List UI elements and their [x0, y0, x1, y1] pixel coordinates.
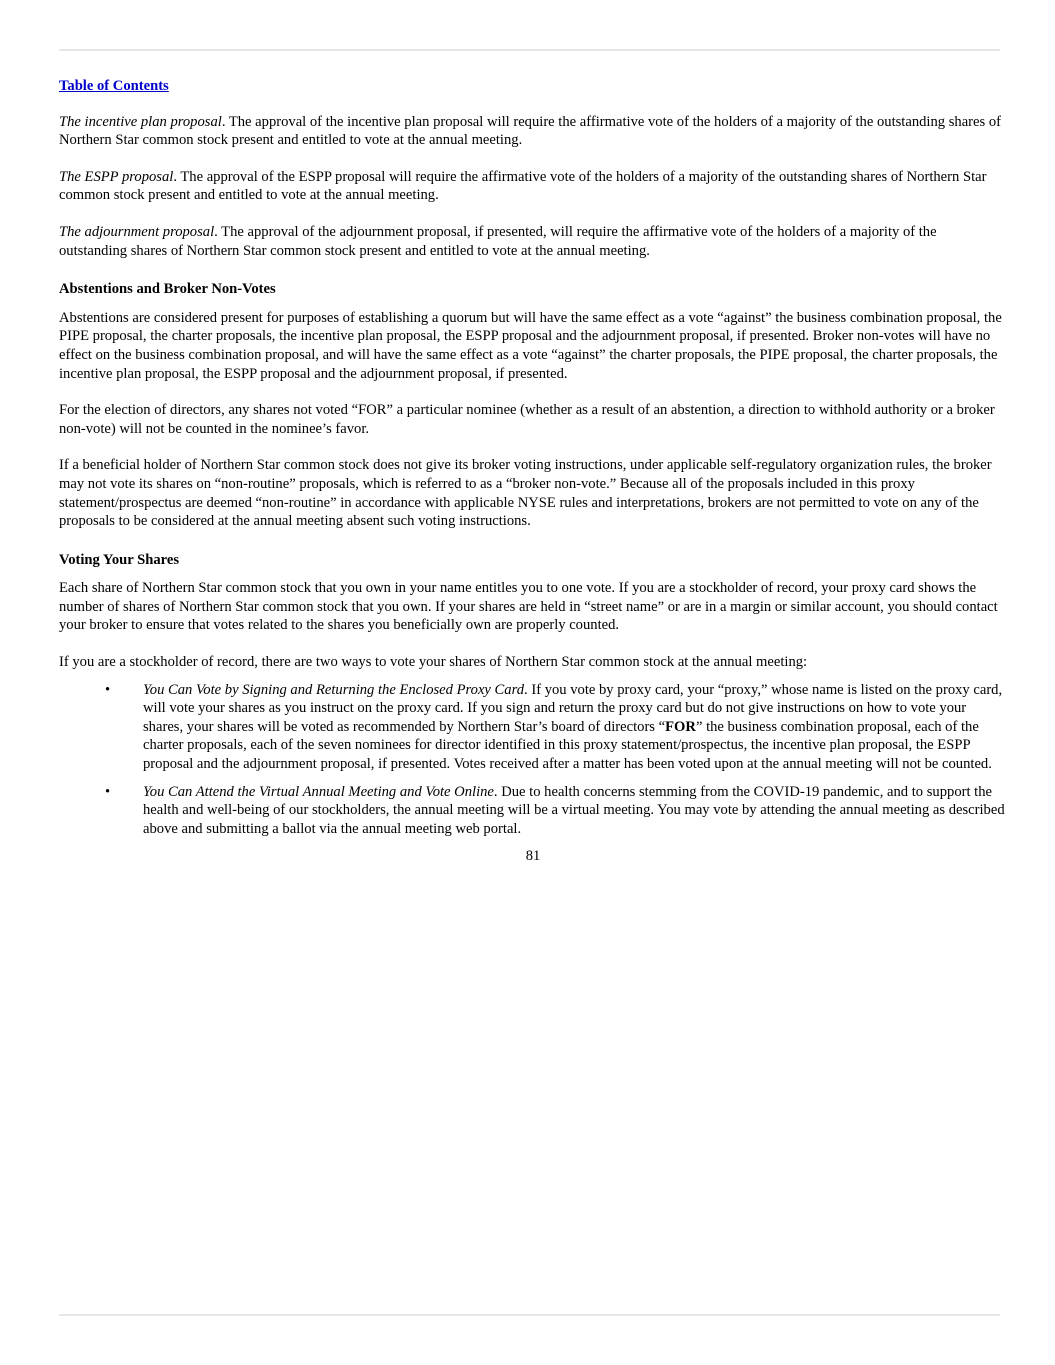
for-emphasis: FOR: [665, 718, 696, 735]
bullet-icon: •: [105, 783, 111, 800]
virtual-meeting-method-title: You Can Attend the Virtual Annual Meeting and Vote Online: [143, 783, 494, 800]
adjournment-proposal-paragraph: [59, 223, 1007, 260]
top-divider: [59, 49, 1000, 51]
adjournment-proposal-title: The adjournment proposal: [59, 223, 215, 240]
abstentions-heading: Abstentions and Broker Non-Votes: [59, 281, 276, 298]
page-number: 81: [525, 848, 541, 865]
proxy-card-method-text-continued: ” the business combination proposal, each of the charter proposals, each of the seven nominees for director identified in this proxy statement/prospectus, the incentive plan proposal, the ESPP proposal and the adjournment proposal, if presented. Votes received after a matter has been voted upon at the annual meeting will not be counted.: [143, 718, 992, 773]
bottom-divider: [59, 1314, 1000, 1316]
espp-proposal-paragraph: [59, 168, 1007, 205]
espp-proposal-text: . The approval of the ESPP proposal will require the affirmative vote of the holders of a majority of the outstanding shares of Northern Star common stock present and entitled to vote at the annual meeting.: [59, 168, 987, 204]
abstentions-paragraph: Abstentions are considered present for purposes of establishing a quorum but will have the same effect as a vote “against” the business combination proposal, the PIPE proposal, the charter proposals, the incentive plan proposal, the ESPP proposal and the adjournment proposal, if presented. Broker non-votes will have no effect on the business combination proposal, and will have the same effect as a vote “against” the charter proposals, the PIPE proposal, the charter proposals, the incentive plan proposal, the ESPP proposal and the adjournment proposal, if presented.: [59, 309, 1002, 382]
list-item: [59, 783, 1007, 839]
proxy-card-method-text: . If you vote by proxy card, your “proxy,” whose name is listed on the proxy card, will vote your shares as you instruct on the proxy card. If you sign and return the proxy card but do not give instructions on how to vote your shares, your shares will be voted as recommended by Northern Star’s board of directors “: [143, 681, 1003, 735]
voting-shares-paragraph: Each share of Northern Star common stock that you own in your name entitles you to one vote. If you are a stockholder of record, your proxy card shows the number of shares of Northern Star common stock that you own. If your shares are held in “street name” or are in a margin or similar account, you should contact your broker to ensure that votes related to the shares you beneficially own are properly counted.: [59, 580, 998, 634]
incentive-plan-proposal-paragraph: [59, 113, 1007, 150]
voting-heading: Voting Your Shares: [59, 551, 180, 568]
voting-methods-list: [59, 681, 1007, 839]
stockholder-of-record-paragraph: If you are a stockholder of record, there are two ways to vote your shares of Northern Star common stock at the annual meeting:: [59, 654, 808, 671]
broker-non-vote-paragraph: If a beneficial holder of Northern Star common stock does not give its broker voting instructions, under applicable self-regulatory organization rules, the broker may not vote its shares on “non-routine” proposals, which is referred to as a “broker non-vote.” Because all of the proposals included in this proxy statement/prospectus are deemed “non-routine” in accordance with applicable NYSE rules and interpretations, brokers are not permitted to vote on any of the proposals to be considered at the annual meeting absent such voting instructions.: [59, 457, 992, 530]
incentive-plan-proposal-text: . The approval of the incentive plan proposal will require the affirmative vote of the holders of a majority of the outstanding shares of Northern Star common stock present and entitled to vote at the annual meeting.: [59, 113, 1001, 149]
adjournment-proposal-text: . The approval of the adjournment proposal, if presented, will require the affirmative vote of the holders of a majority of the outstanding shares of Northern Star common stock present and entitled to vote at the annual meeting.: [59, 223, 937, 259]
table-of-contents-link[interactable]: Table of Contents: [59, 78, 169, 94]
virtual-meeting-method-text: . Due to health concerns stemming from the COVID-19 pandemic, and to support the health and well-being of our stockholders, the annual meeting will be a virtual meeting. You may vote by attending the annual meeting as described above and submitting a ballot via the annual meeting web portal.: [143, 783, 1005, 837]
proxy-card-method-title: You Can Vote by Signing and Returning the Enclosed Proxy Card: [143, 681, 525, 698]
bullet-icon: •: [105, 681, 111, 698]
espp-proposal-title: The ESPP proposal: [59, 168, 174, 185]
election-of-directors-paragraph: For the election of directors, any shares not voted “FOR” a particular nominee (whether as a result of an abstention, a direction to withhold authority or a broker non-vote) will not be counted in the nominee’s favor.: [59, 402, 995, 437]
incentive-plan-proposal-title: The incentive plan proposal: [59, 113, 222, 130]
list-item: [59, 681, 1007, 774]
document-body: [59, 77, 1007, 866]
